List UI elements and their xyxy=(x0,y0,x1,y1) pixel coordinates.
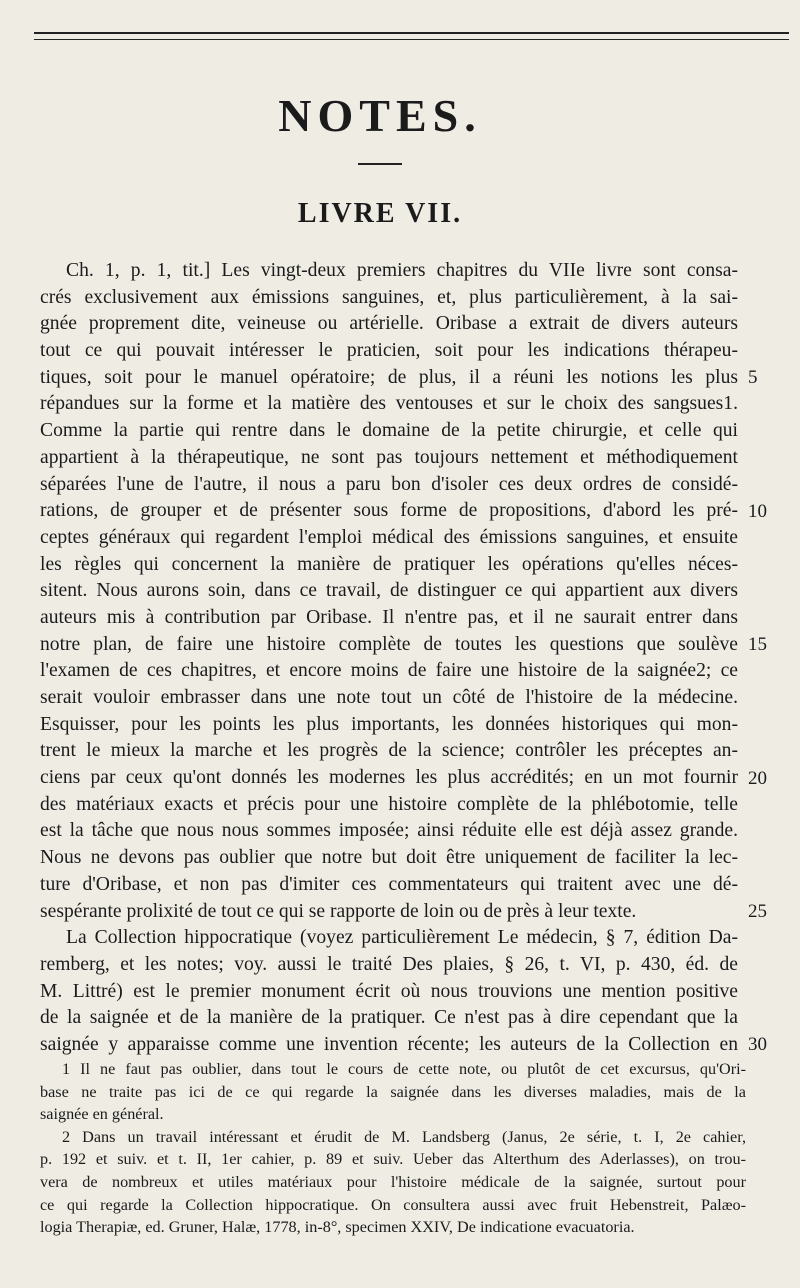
line-number: 10 xyxy=(748,501,767,522)
line-number: 25 xyxy=(748,901,767,922)
text-line: Nous ne devons pas oublier que notre but doit être uniquement de faciliter la lec- xyxy=(40,847,738,869)
header-rule-thin xyxy=(34,39,789,40)
footnote-line: ce qui regarde la Collection hippocratique. On consultera aussi avec fruit Hebenstreit, Palæo- xyxy=(40,1195,746,1214)
text-line: appartient à la thérapeutique, ne sont pas toujours nettement et méthodiquement xyxy=(40,446,738,468)
line-number: 30 xyxy=(748,1034,767,1055)
text-line: les règles qui concernent la manière de pratiquer les opérations qu'elles néces- xyxy=(40,553,738,575)
text-line: saignée y apparaisse comme une invention récente; les auteurs de la Collection en xyxy=(40,1033,738,1055)
text-line: séparées l'une de l'autre, il nous a paru bon d'isoler ces deux ordres de considé- xyxy=(40,473,738,495)
text-line: gnée proprement dite, veineuse ou artérielle. Oribase a extrait de divers auteurs xyxy=(40,313,738,335)
text-line: Comme la partie qui rentre dans le domaine de la petite chirurgie, et celle qui xyxy=(40,420,738,442)
title-divider xyxy=(358,163,402,165)
text-line: rations, de grouper et de présenter sous forme de propositions, d'abord les pré- xyxy=(40,500,738,522)
text-line: ciens par ceux qu'ont donnés les modernes les plus accrédités; en un mot fournir xyxy=(40,767,738,789)
text-line: de la saignée et de la manière de la pratiquer. Ce n'est pas à dire cependant que la xyxy=(40,1007,738,1029)
page-title: NOTES. xyxy=(278,90,482,141)
footnote-line: saignée en général. xyxy=(40,1105,164,1124)
text-line: tiques, soit pour le manuel opératoire; de plus, il a réuni les notions les plus xyxy=(40,366,738,388)
footnotes xyxy=(40,1058,746,1239)
text-line: ture d'Oribase, et non pas d'imiter ces commentateurs qui traitent avec une dé- xyxy=(40,873,738,895)
line-number: 20 xyxy=(748,768,767,789)
section-title: LIVRE VII. xyxy=(297,198,463,229)
text-line: remberg, et les notes; voy. aussi le traité Des plaies, § 26, t. VI, p. 430, éd. de xyxy=(40,953,738,975)
text-line: tout ce qui pouvait intéresser le praticien, soit pour les indications thérapeu- xyxy=(40,340,738,362)
footnote-line: logia Therapiæ, ed. Gruner, Halæ, 1778, in-8°, specimen XXIV, De indicatione evacuatoria. xyxy=(40,1218,635,1237)
footnote-line: 1 Il ne faut pas oublier, dans tout le cours de cette note, ou plutôt de cet excursus, qu'Ori- xyxy=(62,1060,746,1078)
text-line: trent le mieux la marche et les progrès de la science; contrôler les préceptes an- xyxy=(40,740,738,762)
main-text xyxy=(40,258,738,1059)
header-rule-thick xyxy=(34,32,789,34)
text-line: serait vouloir embrasser dans une note tout un côté de l'histoire de la médecine. xyxy=(40,687,738,708)
text-line: M. Littré) est le premier monument écrit où nous trouvions une mention positive xyxy=(40,980,738,1002)
text-line: sespérante prolixité de tout ce qui se rapporte de loin ou de près à leur texte. xyxy=(40,900,637,922)
text-line: La Collection hippocratique (voyez particulièrement Le médecin, § 7, édition Da- xyxy=(66,927,738,949)
text-line: des matériaux exacts et précis pour une histoire complète de la phlébotomie, telle xyxy=(40,793,738,815)
text-line: auteurs mis à contribution par Oribase. Il n'entre pas, et il ne saurait entrer dans xyxy=(40,606,738,628)
text-line: notre plan, de faire une histoire complète de toutes les questions que soulève xyxy=(40,633,738,655)
text-line: est la tâche que nous nous sommes imposée; ainsi réduite elle est déjà assez grande. xyxy=(40,820,738,842)
text-line: l'examen de ces chapitres, et encore moins de faire une histoire de la saignée2; ce xyxy=(40,660,738,682)
text-line: sitent. Nous aurons soin, dans ce travail, de distinguer ce qui appartient aux divers xyxy=(40,580,738,602)
footnote-line: 2 Dans un travail intéressant et érudit de M. Landsberg (Janus, 2e série, t. I, 2e cahier, xyxy=(62,1127,746,1146)
line-number: 5 xyxy=(748,367,758,388)
text-line: crés exclusivement aux émissions sanguines, et, plus particulièrement, à la sai- xyxy=(40,286,738,308)
line-number: 15 xyxy=(748,634,767,655)
text-line: répandues sur la forme et la matière des ventouses et sur le choix des sangsues1. xyxy=(40,393,738,415)
footnote-line: vera de nombreux et utiles matériaux pour l'histoire médicale de la saignée, surtout pour xyxy=(40,1172,746,1191)
footnote-line: base ne traite pas ici de ce qui regarde la saignée dans les diverses maladies, mais de la xyxy=(40,1082,746,1101)
text-line: Esquisser, pour les points les plus importants, les données historiques qui mon- xyxy=(40,713,738,735)
text-line: ceptes généraux qui regardent l'emploi médical des émissions sanguines, et ensuite xyxy=(40,526,738,548)
text-line: Ch. 1, p. 1, tit.] Les vingt-deux premiers chapitres du VIIe livre sont consa- xyxy=(66,260,738,281)
footnote-line: p. 192 et suiv. et t. II, 1er cahier, p. 89 et suiv. Ueber das Alterthum des Aderlasses), on trou- xyxy=(40,1150,746,1169)
